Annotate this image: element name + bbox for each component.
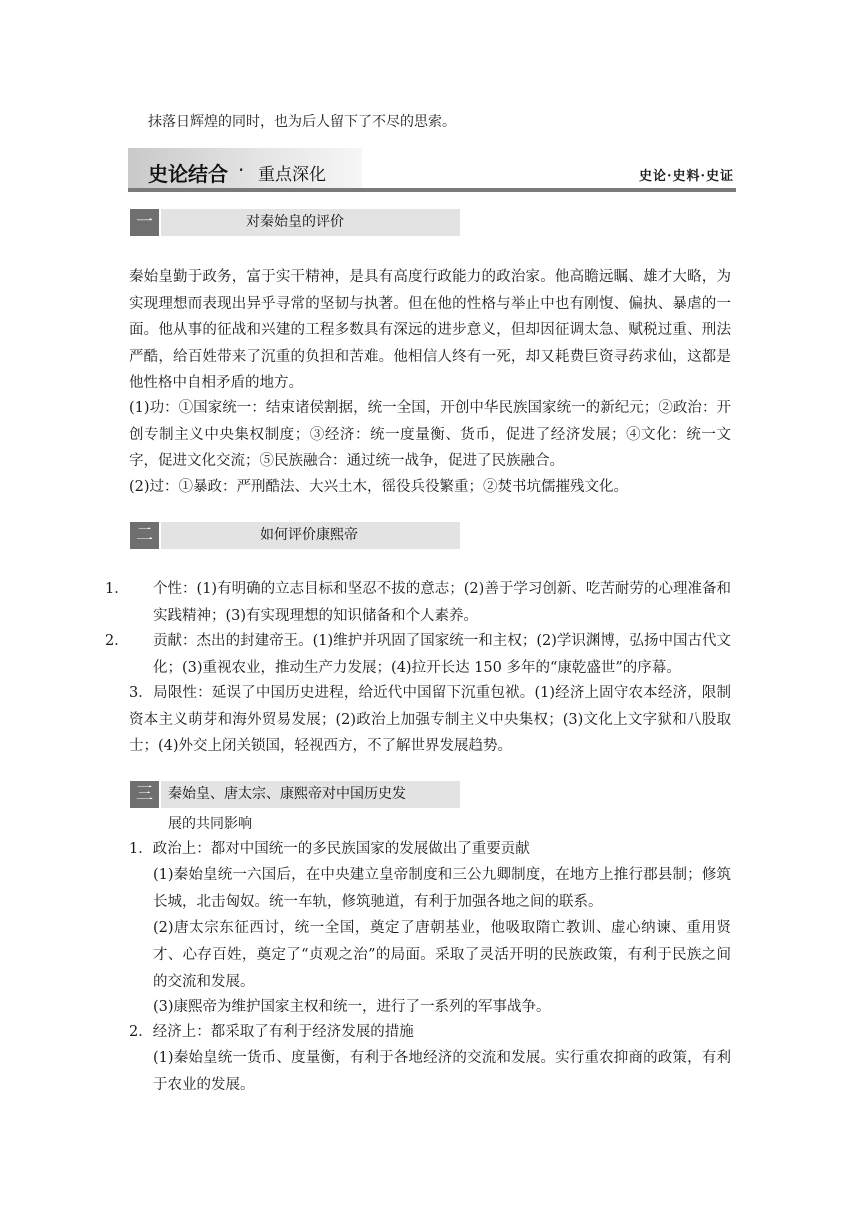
section-2-heading bbox=[130, 522, 460, 549]
section-3-title-line2: 展的共同影响 bbox=[168, 816, 252, 832]
section-1-title: 对秦始皇的评价 bbox=[246, 214, 344, 230]
politics-heading: 1．政治上：都对中国统一的多民族国家的发展做出了重要贡献 bbox=[129, 841, 530, 857]
kangxi-item-3 bbox=[129, 680, 731, 760]
banner-tag: 史论·史料·史证 bbox=[638, 169, 734, 184]
banner-rule bbox=[128, 188, 736, 192]
economy-qin-paragraph: (1)秦始皇统一货币、度量衡，有利于各地经济的交流和发展。实行重农抑商的政策，有利于农业的发展。 bbox=[153, 1050, 731, 1093]
section-1-heading bbox=[130, 209, 460, 236]
item-text: 局限性：延误了中国历史进程，给近代中国留下沉重包袱。(1)经济上固守农本经济，限制资本主义萌芽和海外贸易发展；(2)政治上加强专制主义中央集权；(3)文化上文字狱和八股取士；(4)外交上闭关锁国，轻视西方，不了解世界发展趋势。 bbox=[129, 685, 731, 754]
qin-evaluation-paragraph: 秦始皇勤于政务，富于实干精神，是具有高度行政能力的政治家。他高瞻远瞩、雄才大略，为实现理想而表现出异乎寻常的坚韧与执著。但在他的性格与举止中也有刚愎、偏执、暴虐的一面。他从事的征战和兴建的工程多数具有深远的进步意义，但却因征调太急、赋税过重、刑法严酷，给百姓带来了沉重的负担和苦难。他相信人终有一死，却又耗费巨资寻药求仙，这都是他性格中自相矛盾的地方。 bbox=[129, 269, 731, 391]
banner-subtitle: 重点深化 bbox=[258, 165, 326, 185]
section-3-title-line1: 秦始皇、唐太宗、康熙帝对中国历史发 bbox=[168, 786, 406, 802]
politics-qin-paragraph: (1)秦始皇统一六国后，在中央建立皇帝制度和三公九卿制度，在地方上推行郡县制；修筑长城，北击匈奴。统一车轨，修筑驰道，有利于加强各地之间的联系。 bbox=[153, 867, 731, 910]
economy-heading: 2．经济上：都采取了有利于经济发展的措施 bbox=[129, 1024, 414, 1040]
section-1-number: 一 bbox=[130, 209, 159, 236]
politics-kangxi-paragraph: (3)康熙帝为维护国家主权和统一，进行了一系列的军事战争。 bbox=[153, 999, 551, 1015]
kangxi-item-2 bbox=[105, 628, 731, 681]
qin-faults-paragraph: (2)过：①暴政：严刑酷法、大兴土木，徭役兵役繁重；②焚书坑儒摧残文化。 bbox=[129, 479, 629, 495]
section-2-number: 二 bbox=[130, 522, 159, 549]
item-number: 3． bbox=[129, 685, 153, 701]
section-3-heading bbox=[130, 781, 460, 808]
banner-title: 史论结合 bbox=[148, 162, 228, 186]
section-2-title: 如何评价康熙帝 bbox=[260, 527, 358, 543]
item-number: 1． bbox=[105, 581, 129, 597]
item-text: 个性：(1)有明确的立志目标和坚忍不拔的意志；(2)善于学习创新、吃苦耐劳的心理准备和实践精神；(3)有实现理想的知识储备和个人素养。 bbox=[153, 581, 731, 624]
intro-tail-text: 抹落日辉煌的同时，也为后人留下了不尽的思索。 bbox=[148, 114, 456, 130]
qin-merits-paragraph: (1)功：①国家统一：结束诸侯割据，统一全国，开创中华民族国家统一的新纪元；②政治：开创专制主义中央集权制度；③经济：统一度量衡、货币，促进了经济发展；④文化：统一文字，促进文化交流；⑤民族融合：通过统一战争，促进了民族融合。 bbox=[129, 400, 731, 469]
kangxi-item-1 bbox=[105, 576, 731, 629]
item-text: 贡献：杰出的封建帝王。(1)维护并巩固了国家统一和主权；(2)学识渊博，弘扬中国古代文化；(3)重视农业，推动生产力发展；(4)拉开长达 150 多年的“康乾盛世”的序幕。 bbox=[153, 633, 731, 676]
item-number: 2． bbox=[105, 633, 129, 649]
politics-tang-paragraph: (2)唐太宗东征西讨，统一全国，奠定了唐朝基业，他吸取隋亡教训、虚心纳谏、重用贤才、心存百姓，奠定了“贞观之治”的局面。采取了灵活开明的民族政策，有利于民族之间的交流和发展。 bbox=[153, 920, 731, 990]
banner-dot: · bbox=[238, 158, 245, 182]
section-banner bbox=[128, 148, 738, 194]
section-3-number: 三 bbox=[130, 781, 159, 808]
